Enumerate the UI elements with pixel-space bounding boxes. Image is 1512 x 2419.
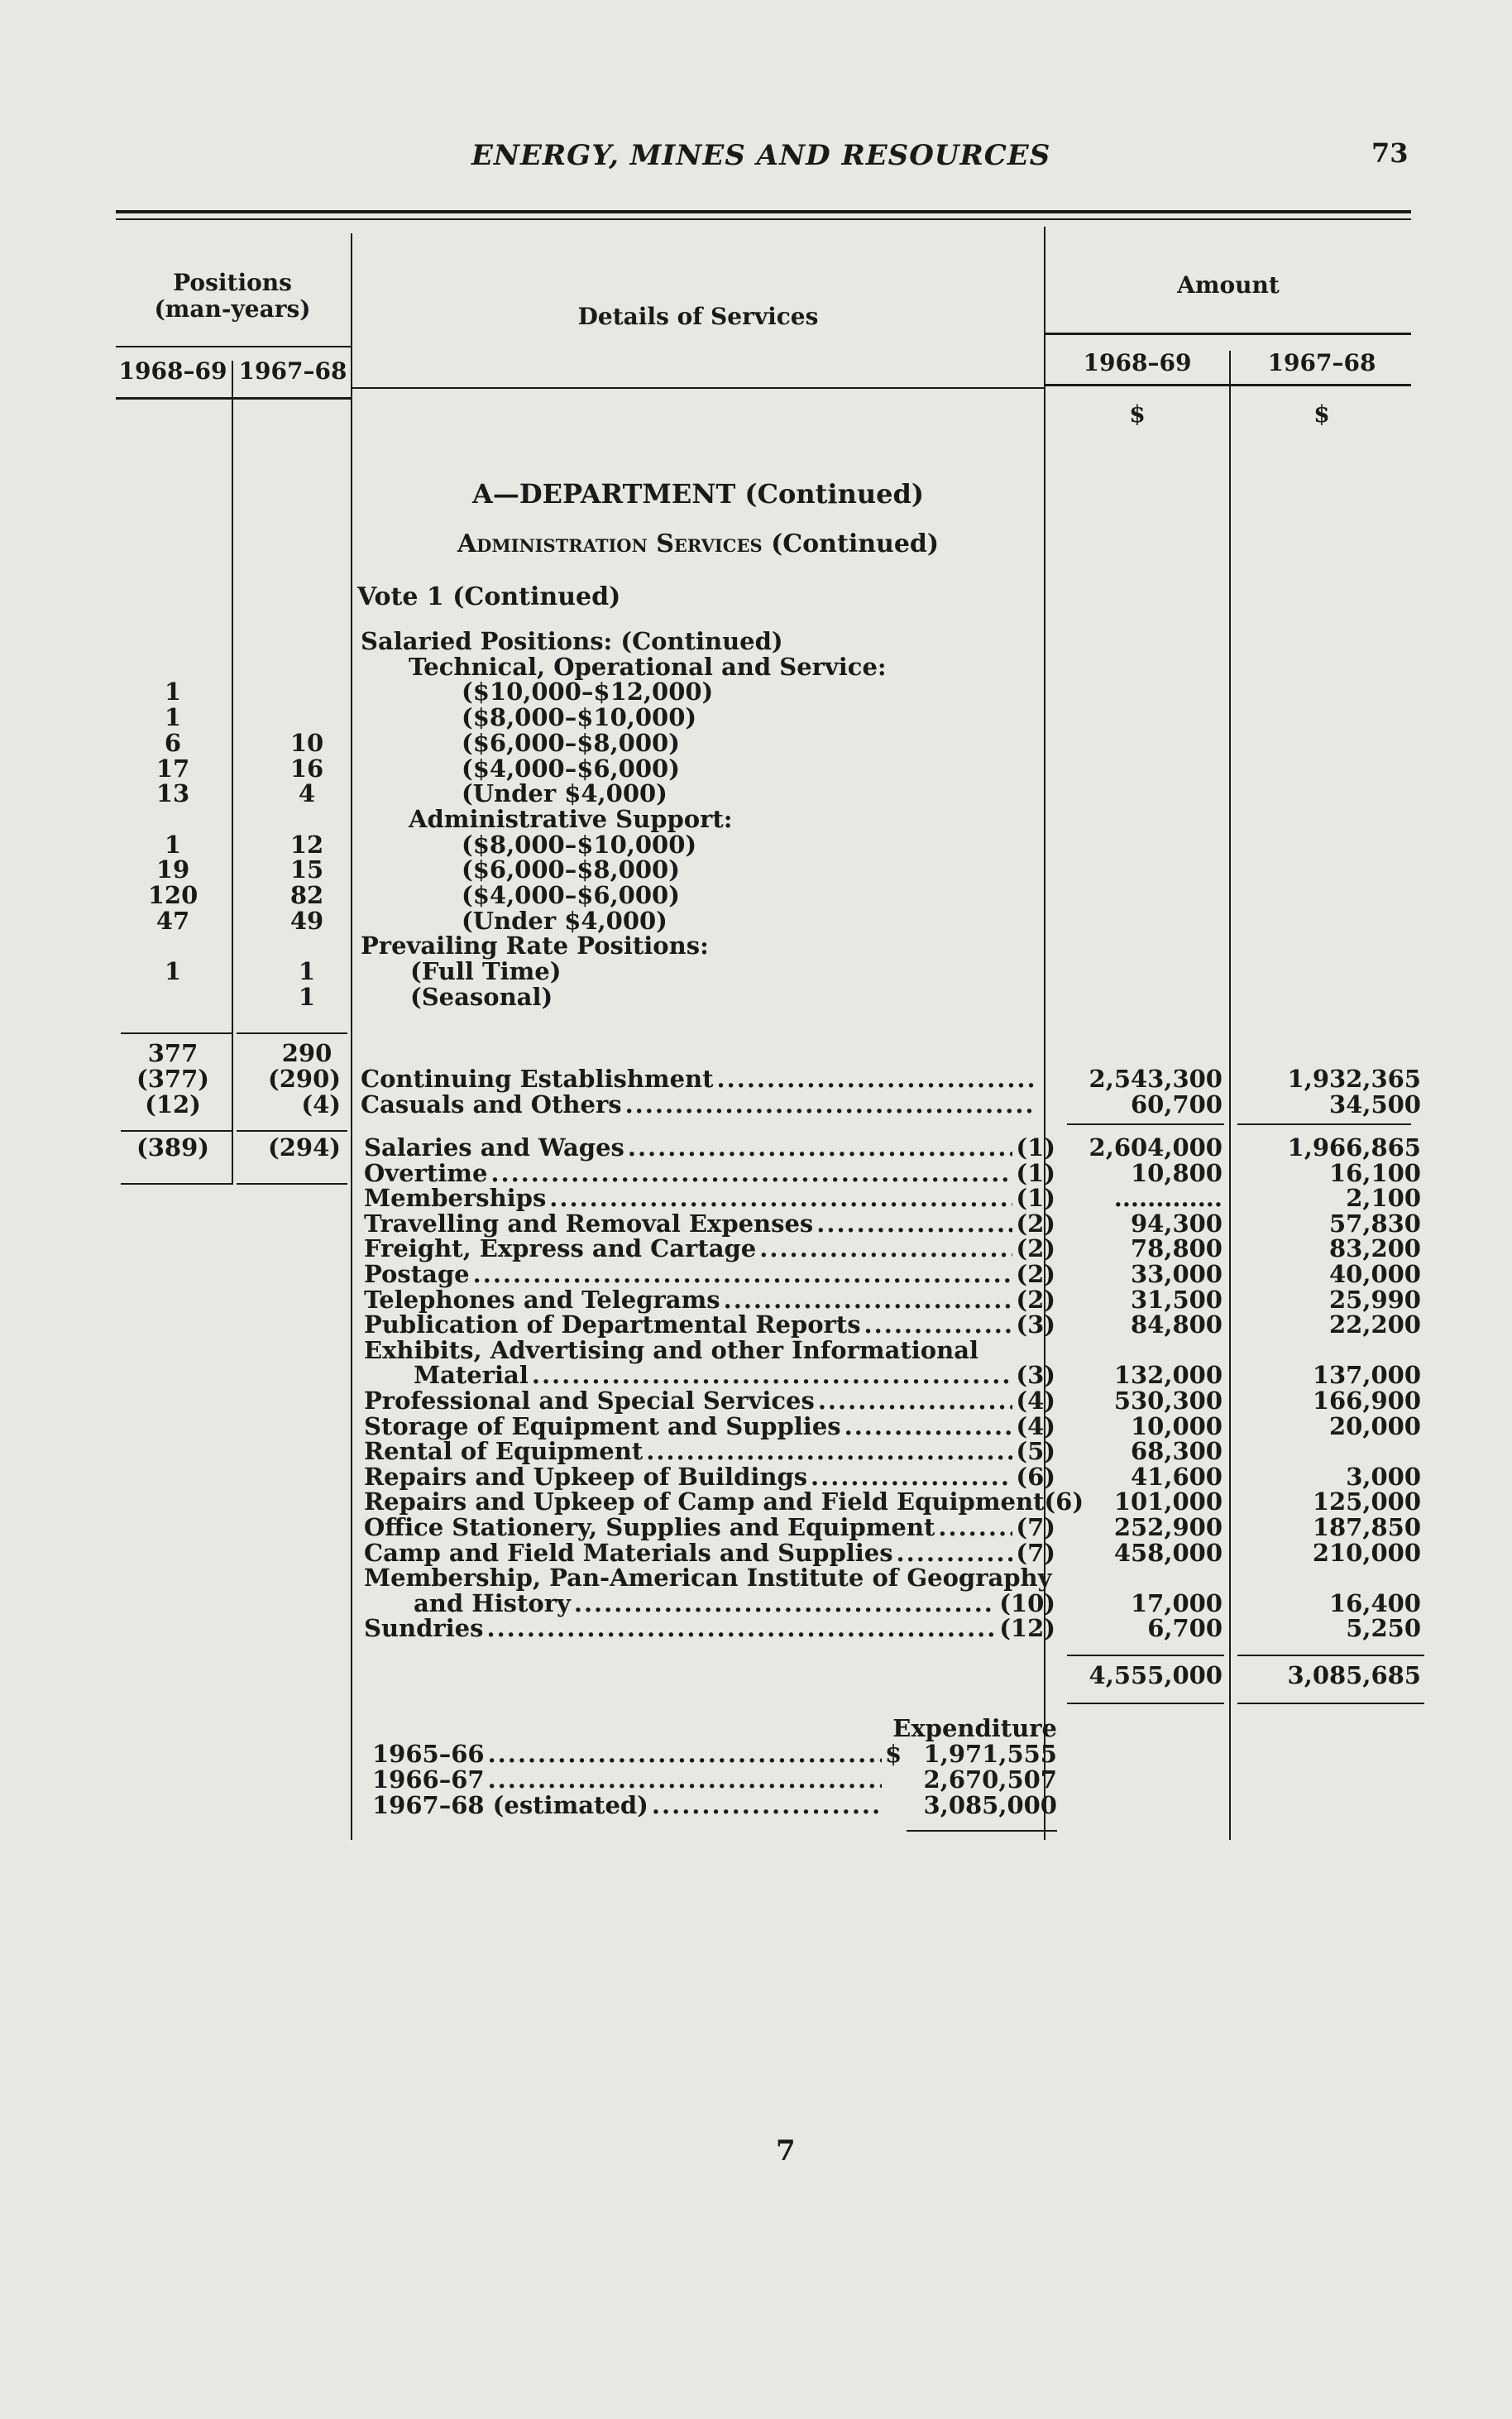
position-row-label: (Full Time) [410,957,562,986]
object-reference: (7) [1016,1538,1055,1567]
object-amount-1967: 5,250 [1346,1614,1421,1643]
position-count-1967: 10 [289,728,324,757]
vote-label: Vote 1 [357,582,444,611]
position-row-label: Administrative Support: [409,804,733,833]
leader-dots [717,1066,1037,1092]
object-row [364,1262,1055,1287]
continuing-amt-a: 2,543,300 [1089,1065,1223,1093]
object-label: Sundries [364,1614,484,1643]
expenditure-row [372,1767,902,1793]
column-divider-positions [351,233,352,1840]
positions-total-rule-b [237,1032,347,1034]
top-rule-thick [116,210,1411,213]
object-amount-1968: 10,800 [1131,1158,1223,1187]
positions-header-rule [116,346,351,347]
services-continued: (Continued) [762,529,940,558]
grand-total-rule-top-b [1237,1655,1424,1656]
object-amount-1967: 125,000 [1312,1487,1421,1516]
object-label: Exhibits, Advertising and other Informational [364,1335,979,1364]
grand-total-rule-bottom-b [1237,1703,1424,1704]
leader-dots [549,1186,1012,1211]
grand-total-rule-top-a [1067,1655,1224,1656]
currency-1967: $ [1313,400,1330,428]
object-reference: (5) [1016,1437,1055,1466]
leader-dots [574,1591,996,1617]
object-reference: (1) [1016,1184,1055,1213]
object-label: Professional and Special Services [364,1387,815,1415]
object-row [414,1588,1055,1617]
leader-dots [816,1211,1012,1237]
leader-dots [628,1135,1013,1161]
object-label: Storage of Equipment and Supplies [364,1411,841,1440]
object-label: Travelling and Removal Expenses [364,1209,814,1238]
object-amount-1967: 16,400 [1329,1588,1421,1617]
services-name: Administration Services [457,529,763,558]
object-row [364,1515,1055,1540]
details-header: Details of Services [577,303,819,330]
leader-dots [473,1262,1013,1287]
leader-dots [845,1414,1013,1439]
object-amount-1968: 31,500 [1131,1285,1223,1314]
object-amount-1968: 252,900 [1113,1513,1223,1541]
object-amount-1967: 1,966,865 [1287,1133,1421,1162]
object-reference: (2) [1016,1209,1055,1238]
column-divider-positions-years [232,361,233,1185]
page-number: 73 [1371,137,1409,169]
object-amount-1967: 137,000 [1312,1361,1421,1390]
object-row [364,1236,1055,1262]
running-header-title: ENERGY, MINES AND RESOURCES [471,139,1051,172]
position-count-1967: 49 [289,906,324,935]
object-amount-1968: 68,300 [1131,1437,1223,1466]
position-count-1967: 16 [289,754,324,783]
object-row [364,1211,1055,1237]
position-count-1967: 15 [289,855,324,884]
top-rule-thin [116,218,1411,220]
expenditure-rule [907,1830,1057,1832]
object-row [364,1411,1055,1440]
object-label: Publication of Departmental Reports [364,1310,861,1339]
object-amount-1967: 16,100 [1329,1158,1421,1187]
casuals-label: Casuals and Others [361,1090,622,1118]
leader-dots [724,1287,1013,1313]
position-count-1968: 1 [164,957,182,986]
object-amount-1968: 33,000 [1131,1260,1223,1288]
object-row [364,1335,1055,1364]
object-label: and History [414,1588,571,1617]
object-amount-1968: 17,000 [1131,1588,1223,1617]
position-row-label: ($4,000–$6,000) [462,881,680,909]
position-row-label: Prevailing Rate Positions: [361,932,709,960]
object-label: Rental of Equipment [364,1437,644,1466]
object-reference: (2) [1016,1234,1055,1263]
position-count-1967: 12 [289,830,324,859]
object-amount-1967: 25,990 [1329,1285,1421,1314]
department-heading: A—DEPARTMENT (Continued) [472,478,924,510]
object-row [364,1540,1055,1566]
vote-heading [357,582,620,611]
casuals-amt-a: 60,700 [1131,1090,1223,1118]
position-count-1967: 82 [289,881,324,909]
object-row [364,1158,1055,1187]
object-amount-1967: 187,850 [1312,1513,1421,1541]
object-row [364,1135,1055,1161]
amount-year-rule [1045,384,1411,386]
expenditure-dollar-sign: $ [885,1740,902,1768]
leader-dots [897,1540,1013,1566]
position-count-1968: 13 [156,779,190,808]
object-row [364,1186,1055,1211]
object-positions-1968: (389) [136,1133,209,1162]
object-label: Memberships [364,1184,547,1213]
position-count-1967: 1 [298,957,316,986]
pos-total-a: 377 [147,1039,199,1067]
position-row-label: ($6,000–$8,000) [462,855,680,884]
position-count-1968: 47 [156,906,190,935]
leader-dots [488,1741,882,1767]
leader-dots [490,1161,1012,1186]
position-row-label: ($4,000–$6,000) [462,754,680,783]
amount-year-1968: 1968–69 [1083,349,1192,376]
object-row [364,1287,1055,1313]
object-amount-1967: 57,830 [1329,1209,1421,1238]
object-amount-1967: 2,100 [1346,1184,1421,1213]
services-heading [352,529,1044,558]
object-amount-1968: 84,800 [1131,1310,1223,1339]
object-label: Camp and Field Materials and Supplies [364,1538,893,1567]
position-row-label: (Under $4,000) [462,906,667,935]
leader-dots [818,1388,1013,1414]
position-row-label: ($8,000–$10,000) [462,703,697,732]
amount-year-1967: 1967–68 [1267,349,1376,376]
expenditure-year: 1965–66 [372,1740,485,1768]
object-reference: (6) [1044,1487,1084,1516]
casuals-row [361,1092,1041,1118]
expenditure-value: 2,670,507 [923,1765,1057,1794]
continuing-amt-b: 1,932,365 [1287,1065,1421,1093]
positions-bottom-rule-b [237,1183,347,1185]
position-row-label: (Under $4,000) [462,779,667,808]
casuals-pos-a: (12) [145,1090,201,1118]
position-count-1968: 17 [156,754,190,783]
position-row-label: (Seasonal) [410,982,553,1011]
pos-year-1967: 1967–68 [238,357,347,385]
continuing-label: Continuing Establishment [361,1065,714,1093]
object-row [364,1565,1055,1591]
pos-year-1968: 1968–69 [118,357,227,385]
object-amount-1968: ............. [1113,1184,1223,1213]
object-label: Membership, Pan-American Institute of Geography [364,1564,1052,1593]
positions-year-rule [116,397,351,400]
expenditure-row [372,1793,902,1818]
object-amount-1968: 132,000 [1113,1361,1223,1390]
object-positions-1967: (294) [268,1133,341,1162]
object-row [364,1487,1084,1516]
object-reference: (1) [1016,1133,1055,1162]
position-count-1968: 19 [156,855,190,884]
positions-sum-rule-a [121,1130,232,1132]
position-count-1968: 1 [164,830,182,859]
amount-header: Amount [1177,271,1280,299]
position-row-label: Technical, Operational and Service: [409,652,887,681]
column-divider-amount-years [1229,351,1231,1840]
object-reference: (2) [1016,1285,1055,1314]
object-amount-1968: 6,700 [1147,1614,1223,1643]
object-label: Salaries and Wages [364,1133,624,1162]
currency-1968: $ [1129,400,1146,428]
object-label: Telephones and Telegrams [364,1285,720,1314]
object-amount-1968: 458,000 [1113,1538,1223,1567]
object-reference: (12) [999,1614,1055,1643]
amount-sum-rule-b [1237,1123,1411,1125]
object-label: Repairs and Upkeep of Buildings [364,1462,808,1491]
continuing-pos-b: (290) [268,1065,341,1093]
position-row-label: ($10,000–$12,000) [462,678,714,707]
object-amount-1967: 210,000 [1312,1538,1421,1567]
expenditure-year: 1966–67 [372,1765,485,1794]
leader-dots [938,1515,1012,1540]
object-amount-1968: 101,000 [1113,1487,1223,1516]
object-amount-1967: 40,000 [1329,1260,1421,1288]
leader-dots [864,1312,1013,1338]
footer-page-number: 7 [776,2134,796,2168]
amount-header-rule [1045,333,1411,335]
object-amount-1967: 20,000 [1329,1411,1421,1440]
object-label: Office Stationery, Supplies and Equipment [364,1513,935,1541]
position-count-1968: 1 [164,678,182,707]
leader-dots [811,1464,1012,1490]
position-count-1967: 1 [298,982,316,1011]
object-row [364,1312,1055,1338]
object-reference: (3) [1016,1361,1055,1390]
object-label: Material [414,1361,529,1390]
expenditure-value: 1,971,555 [923,1740,1057,1768]
grand-total-b: 3,085,685 [1287,1661,1421,1689]
grand-total-a: 4,555,000 [1089,1661,1223,1689]
positions-header [116,270,349,323]
amount-sum-rule-a [1067,1123,1224,1125]
positions-sum-rule-b [237,1130,347,1132]
expenditure-row [372,1741,902,1767]
object-row [364,1388,1055,1414]
object-row [364,1464,1055,1490]
object-reference: (1) [1016,1158,1055,1187]
casuals-amt-b: 34,500 [1329,1090,1421,1118]
object-amount-1967: 3,000 [1346,1462,1421,1491]
positions-header-line2: (man-years) [154,295,311,323]
object-amount-1968: 41,600 [1131,1462,1223,1491]
expenditure-value: 3,085,000 [923,1791,1057,1819]
object-reference: (10) [999,1588,1055,1617]
object-reference: (4) [1016,1411,1055,1440]
positions-total-rule-a [121,1032,232,1034]
object-amount-1968: 2,604,000 [1089,1133,1223,1162]
object-amount-1968: 78,800 [1131,1234,1223,1263]
object-reference: (2) [1016,1260,1055,1288]
object-row [414,1363,1055,1388]
leader-dots [532,1363,1013,1388]
object-amount-1967: 22,200 [1329,1310,1421,1339]
leader-dots [488,1767,882,1793]
continuing-row [361,1066,1041,1092]
leader-dots [646,1439,1012,1464]
details-header-rule [352,387,1044,389]
object-amount-1968: 530,300 [1113,1387,1223,1415]
object-label: Freight, Express and Cartage [364,1234,757,1263]
expenditure-year: 1967–68 (estimated) [372,1791,648,1819]
leader-dots [486,1616,996,1641]
object-label: Overtime [364,1158,488,1187]
position-count-1968: 120 [147,881,199,909]
position-row-label: ($8,000–$10,000) [462,830,697,859]
object-amount-1968: 10,000 [1131,1411,1223,1440]
object-reference: (4) [1016,1387,1055,1415]
object-amount-1967: 83,200 [1329,1234,1421,1263]
position-row-label: Salaried Positions: (Continued) [361,627,783,655]
position-count-1968: 6 [164,728,182,757]
positions-bottom-rule-a [121,1183,232,1185]
position-row-label: ($6,000–$8,000) [462,728,680,757]
position-count-1967: 4 [298,779,316,808]
leader-dots [652,1793,882,1818]
positions-header-line1: Positions [173,269,292,296]
grand-total-rule-bottom-a [1067,1703,1224,1704]
position-count-1968: 1 [164,703,182,732]
object-reference: (3) [1016,1310,1055,1339]
object-amount-1967: 166,900 [1312,1387,1421,1415]
object-label: Postage [364,1260,470,1288]
expenditure-heading: Expenditure [892,1714,1057,1742]
vote-continued: (Continued) [443,582,621,611]
casuals-pos-b: (4) [301,1090,341,1118]
pos-total-b: 290 [281,1039,333,1067]
object-row [364,1439,1055,1464]
leader-dots [759,1236,1012,1262]
object-label: Repairs and Upkeep of Camp and Field Equipment [364,1487,1045,1516]
object-row [364,1616,1055,1641]
object-reference: (6) [1016,1462,1055,1491]
object-reference: (7) [1016,1513,1055,1541]
leader-dots [625,1092,1037,1118]
continuing-pos-a: (377) [136,1065,209,1093]
object-amount-1968: 94,300 [1131,1209,1223,1238]
